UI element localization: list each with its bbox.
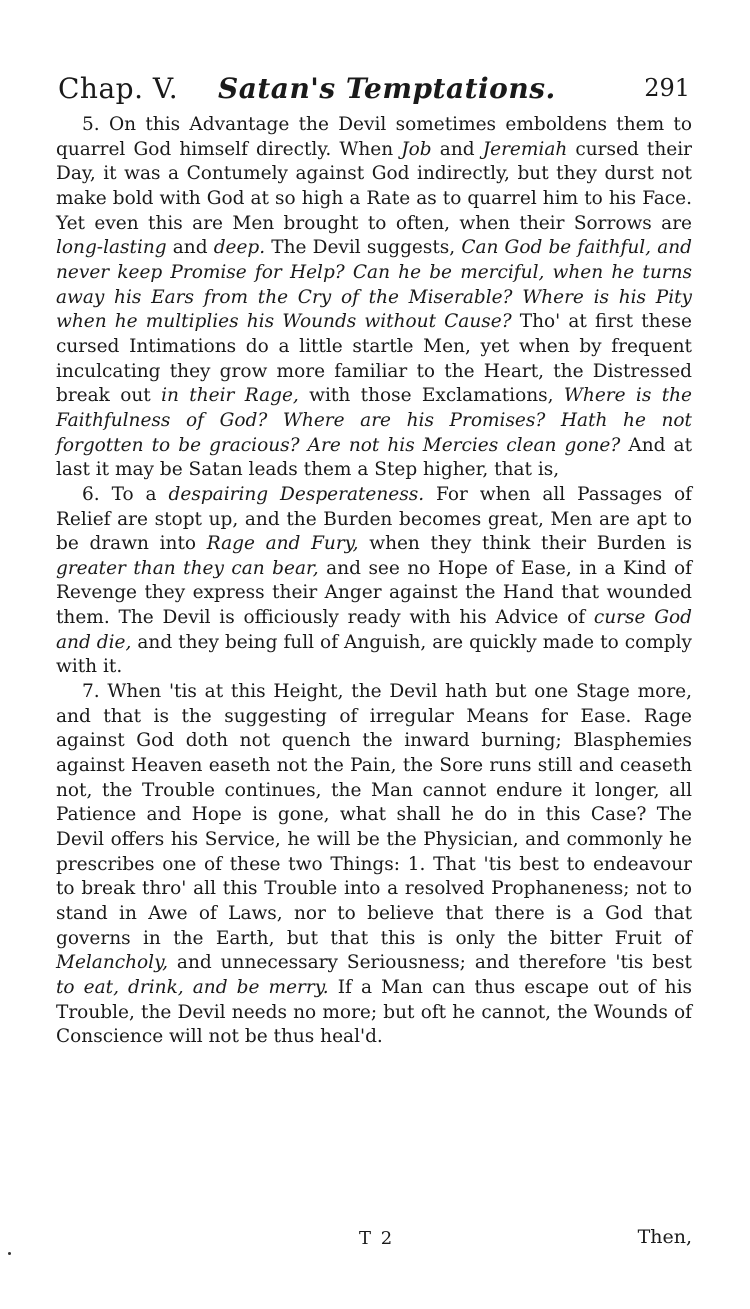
chapter-label: Chap. V.: [58, 72, 179, 105]
text-run: 5. On this Advantage the Devil sometimes emboldens them to quarrel God himself directly. When: [56, 114, 692, 160]
signature-mark: T 2: [359, 1228, 395, 1249]
italic-run: Where is the Faithfulness of God? Where are his Promises? Hath he not forgotten to be gracious? Are not his Mercies clean gone?: [56, 385, 693, 456]
italic-run: Job: [401, 138, 432, 160]
italic-run: despairing Desperateness.: [168, 483, 425, 505]
text-run: 6. To a: [82, 483, 169, 505]
italic-run: in their Rage,: [161, 385, 299, 407]
text-run: and they being full of Anguish, are quickly made to comply with it.: [56, 631, 692, 678]
text-run: when they think their Burden is: [358, 533, 692, 555]
italic-run: Rage and Fury,: [206, 533, 359, 555]
text-run: And at last it may be Satan leads them a Step higher, that is,: [56, 434, 693, 481]
text-run: and: [431, 138, 483, 160]
text-run: and unnecessary Seriousness; and therefore 'tis best: [167, 952, 692, 974]
text-run: If a Man can thus escape out of his Trouble, the Devil needs no more; but oft he cannot, the Wounds of Conscience will not be thus heal'd.: [56, 976, 693, 1048]
italic-run: long-lasting: [56, 237, 167, 259]
italic-run: Jeremiah: [482, 138, 568, 160]
text-run: Tho' at first these cursed Intimations do a little startle Men, yet when by frequent inculcating they grow more familiar to the Heart, the Distressed break out: [56, 311, 692, 407]
italic-run: Melancholy,: [56, 952, 168, 974]
italic-run: deep.: [213, 237, 266, 259]
catchword: Then,: [637, 1226, 692, 1248]
paragraph-5: [56, 113, 692, 483]
text-run: 7. When 'tis at this Height, the Devil hath but one Stage more, and that is the suggesting of irregular Means for Ease. Rage against God doth not quench the inward burning; Blasphemies against Heaven easeth not the Pain, the Sore runs still and ceaseth not, the Trouble continues, the Man cannot endure it longer, all Patience and Hope is gone, what shall he do in this Case? The Devil offers his Service, he will be the Physician, and commonly he prescribes one of these two Things: 1. That 'tis best to endeavour to break thro' all this Trouble into a resolved Prophaneness; not to stand in Awe of Laws, nor to believe that there is a God that governs in the Earth, but that this is only the bitter Fruit of: [56, 681, 692, 949]
paragraph-7: [56, 680, 692, 1050]
text-run: with those Exclamations,: [298, 385, 564, 407]
italic-run: Can God be faithful, and never keep Promise for Help? Can he be merciful, when he turns away his Ears from the Cry of the Miserable? Where is his Pity when he multiplies his Wounds without Cause?: [56, 237, 692, 333]
italic-run: greater than they can bear,: [56, 557, 319, 579]
text-run: and see no Hope of Ease, in a Kind of Revenge they express their Anger against the Hand that wounded them. The Devil is officiously ready with his Advice of: [56, 557, 692, 629]
running-head: [56, 72, 692, 112]
page-number: 291: [644, 74, 690, 102]
italic-run: curse God and die,: [56, 607, 692, 653]
text-run: and: [166, 237, 214, 259]
running-title: Satan's Temptations.: [218, 72, 556, 105]
text-run: The Devil suggests,: [265, 237, 462, 259]
margin-speck: [8, 1252, 11, 1255]
text-run: cursed their Day, it was a Contumely against God indirectly, but they durst not make bold with God at so high a Rate as to quarrel him to his Face. Yet even this are Men brought to often, when their Sorrows are: [56, 138, 692, 234]
italic-run: to eat, drink, and be merry.: [56, 976, 329, 998]
text-run: For when all Passages of Relief are stopt up, and the Burden becomes great, Men are apt to be drawn into: [56, 483, 692, 555]
paragraph-6: [56, 483, 692, 680]
body-text: [56, 113, 692, 1050]
